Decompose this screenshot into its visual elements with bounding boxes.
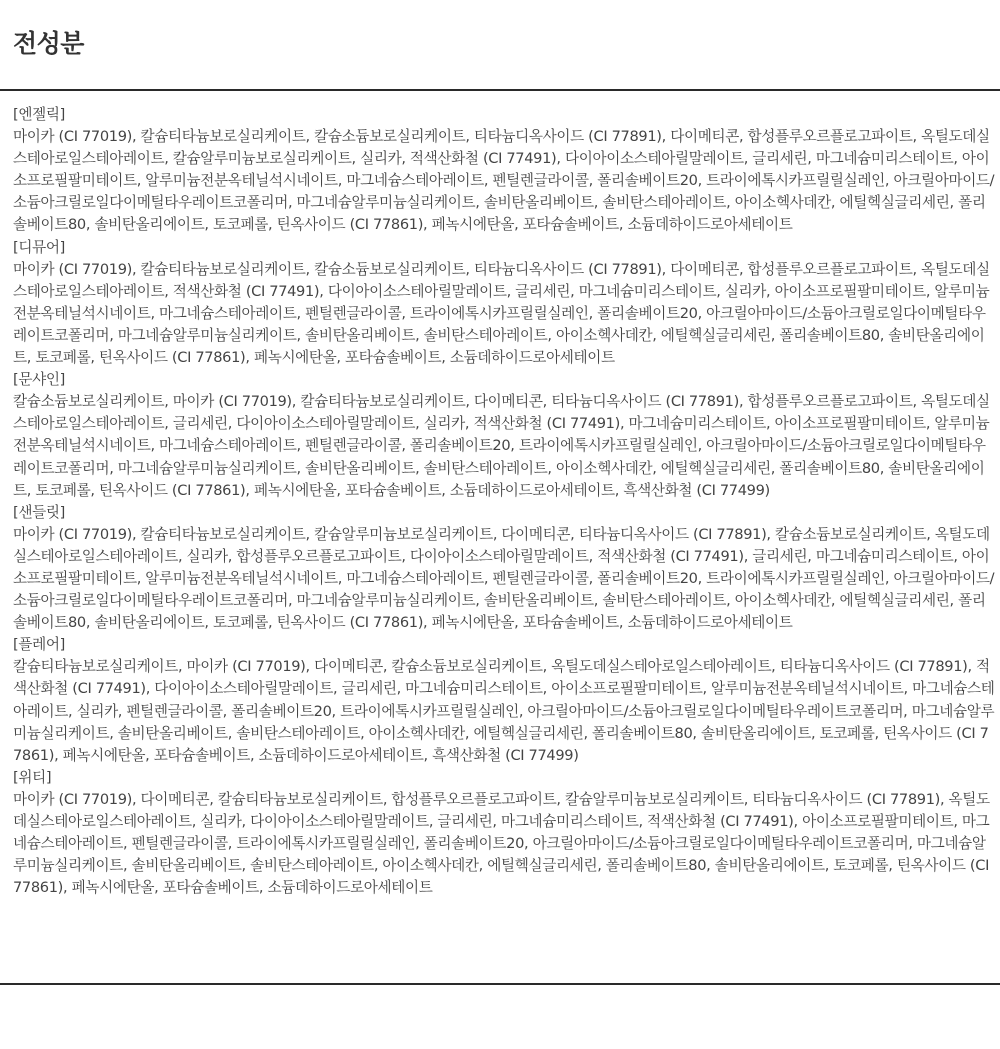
shade-block-flare <box>13 634 997 767</box>
shade-ingredients: 마이카 (CI 77019), 칼슘티타늄보로실리케이트, 칼슘알루미늄보로실리케이트, 다이메티콘, 티타늄디옥사이드 (CI 77891), 칼슘소듐보로실리케이트, 옥틸도데실스테아로일스테아레이트, 실리카, 합성플루오르플로고파이트, 다이아이소스테아릴말레이트, 적색산화철 (CI 77491), 글리세린, 마그네슘미리스테이트, 아이소프로필팔미테이트, 알루미늄전분옥테닐석시네이트, 마그네슘스테아레이트, 펜틸렌글라이콜, 폴리솔베이트20, 트라이에톡시카프릴릴실레인, 아크릴아마이드/소듐아크릴로일다이메틸타우레이트코폴리머, 마그네슘알루미늄실리케이트, 솔비탄올리베이트, 솔비탄스테아레이트, 아이소헥사데칸, 에틸헥실글리세린, 폴리솔베이트80, 솔비탄올리에이트, 토코페롤, 틴옥사이드 (CI 77861), 페녹시에탄올, 포타슘솔베이트, 소듐데하이드로아세테이트 <box>13 525 995 632</box>
shade-block-witty <box>13 767 997 900</box>
shade-block-moonshine <box>13 369 997 502</box>
shade-ingredients: 칼슘티타늄보로실리케이트, 마이카 (CI 77019), 다이메티콘, 칼슘소듐보로실리케이트, 옥틸도데실스테아로일스테아레이트, 티타늄디옥사이드 (CI 77891), 적색산화철 (CI 77491), 다이아이소스테아릴말레이트, 글리세린, 마그네슘미리스테이트, 아이소프로필팔미테이트, 알루미늄전분옥테닐석시네이트, 마그네슘스테아레이트, 실리카, 펜틸렌글라이콜, 폴리솔베이트20, 트라이에톡시카프릴릴실레인, 아크릴아마이드/소듐아크릴로일다이메틸타우레이트코폴리머, 마그네슘알루미늄실리케이트, 솔비탄올리베이트, 솔비탄스테아레이트, 아이소헥사데칸, 에틸헥실글리세린, 폴리솔베이트80, 솔비탄올리에이트, 토코페롤, 틴옥사이드 (CI 77861), 페녹시에탄올, 포타슘솔베이트, 소듐데하이드로아세테이트, 흑색산화철 (CI 77499) <box>13 658 995 764</box>
shade-name: [엔젤릭] <box>13 106 65 123</box>
shade-block-angelic <box>13 104 997 237</box>
top-divider <box>0 89 1000 91</box>
shade-name: [플레어] <box>13 636 65 654</box>
shade-name: [디뮤어] <box>13 238 65 256</box>
bottom-divider <box>0 983 1000 985</box>
shade-block-sandlit <box>13 502 997 635</box>
shade-name: [위티] <box>13 768 52 786</box>
shade-name: [샌들릿] <box>13 503 65 521</box>
ingredient-list <box>13 104 997 899</box>
shade-name: [문샤인] <box>13 371 65 389</box>
shade-ingredients: 마이카 (CI 77019), 칼슘티타늄보로실리케이트, 칼슘소듐보로실리케이트, 티타늄디옥사이드 (CI 77891), 다이메티콘, 합성플루오르플로고파이트, 옥틸도데실스테아로일스테아레이트, 적색산화철 (CI 77491), 다이아이소스테아릴말레이트, 글리세린, 마그네슘미리스테이트, 실리카, 아이소프로필팔미테이트, 알루미늄전분옥테닐석시네이트, 마그네슘스테아레이트, 펜틸렌글라이콜, 트라이에톡시카프릴릴실레인, 폴리솔베이트20, 아크릴아마이드/소듐아크릴로일다이메틸타우레이트코폴리머, 마그네슘알루미늄실리케이트, 솔비탄올리베이트, 솔비탄스테아레이트, 아이소헥사데칸, 에틸헥실글리세린, 폴리솔베이트80, 솔비탄올리에이트, 토코페롤, 틴옥사이드 (CI 77861), 페녹시에탄올, 포타슘솔베이트, 소듐데하이드로아세테이트 <box>13 260 990 367</box>
shade-ingredients: 마이카 (CI 77019), 칼슘티타늄보로실리케이트, 칼슘소듐보로실리케이트, 티타늄디옥사이드 (CI 77891), 다이메티콘, 합성플루오르플로고파이트, 옥틸도데실스테아로일스테아레이트, 칼슘알루미늄보로실리케이트, 실리카, 적색산화철 (CI 77491), 다이아이소스테아릴말레이트, 글리세린, 마그네슘미리스테이트, 아이소프로필팔미테이트, 알루미늄전분옥테닐석시네이트, 마그네슘스테아레이트, 펜틸렌글라이콜, 폴리솔베이트20, 트라이에톡시카프릴릴실레인, 아크릴아마이드/소듐아크릴로일다이메틸타우레이트코폴리머, 마그네슘알루미늄실리케이트, 솔비탄올리베이트, 솔비탄스테아레이트, 아이소헥사데칸, 에틸헥실글리세린, 폴리솔베이트80, 솔비탄올리에이트, 토코페롤, 틴옥사이드 (CI 77861), 페녹시에탄올, 포타슘솔베이트, 소듐데하이드로아세테이트 <box>13 128 995 234</box>
page-title: 전성분 <box>13 29 84 58</box>
shade-block-demure <box>13 237 997 370</box>
shade-ingredients: 칼슘소듐보로실리케이트, 마이카 (CI 77019), 칼슘티타늄보로실리케이트, 다이메티콘, 티타늄디옥사이드 (CI 77891), 합성플루오르플로고파이트, 옥틸도데실스테아로일스테아레이트, 글리세린, 다이아이소스테아릴말레이트, 실리카, 적색산화철 (CI 77491), 마그네슘미리스테이트, 아이소프로필팔미테이트, 알루미늄전분옥테닐석시네이트, 마그네슘스테아레이트, 펜틸렌글라이콜, 폴리솔베이트20, 트라이에톡시카프릴릴실레인, 아크릴아마이드/소듐아크릴로일다이메틸타우레이트코폴리머, 마그네슘알루미늄실리케이트, 솔비탄올리베이트, 솔비탄스테아레이트, 아이소헥사데칸, 에틸헥실글리세린, 폴리솔베이트80, 솔비탄올리에이트, 토코페롤, 틴옥사이드 (CI 77861), 페녹시에탄올, 포타슘솔베이트, 소듐데하이드로아세테이트, 흑색산화철 (CI 77499) <box>13 393 990 499</box>
shade-ingredients: 마이카 (CI 77019), 다이메티콘, 칼슘티타늄보로실리케이트, 합성플루오르플로고파이트, 칼슘알루미늄보로실리케이트, 티타늄디옥사이드 (CI 77891), 옥틸도데실스테아로일스테아레이트, 실리카, 다이아이소스테아릴말레이트, 글리세린, 마그네슘미리스테이트, 적색산화철 (CI 77491), 아이소프로필팔미테이트, 마그네슘스테아레이트, 펜틸렌글라이콜, 트라이에톡시카프릴릴실레인, 폴리솔베이트20, 아크릴아마이드/소듐아크릴로일다이메틸타우레이트코폴리머, 마그네슘알루미늄실리케이트, 솔비탄올리베이트, 솔비탄스테아레이트, 아이소헥사데칸, 에틸헥실글리세린, 폴리솔베이트80, 솔비탄올리에이트, 토코페롤, 틴옥사이드 (CI 77861), 페녹시에탄올, 포타슘솔베이트, 소듐데하이드로아세테이트 <box>13 790 990 897</box>
